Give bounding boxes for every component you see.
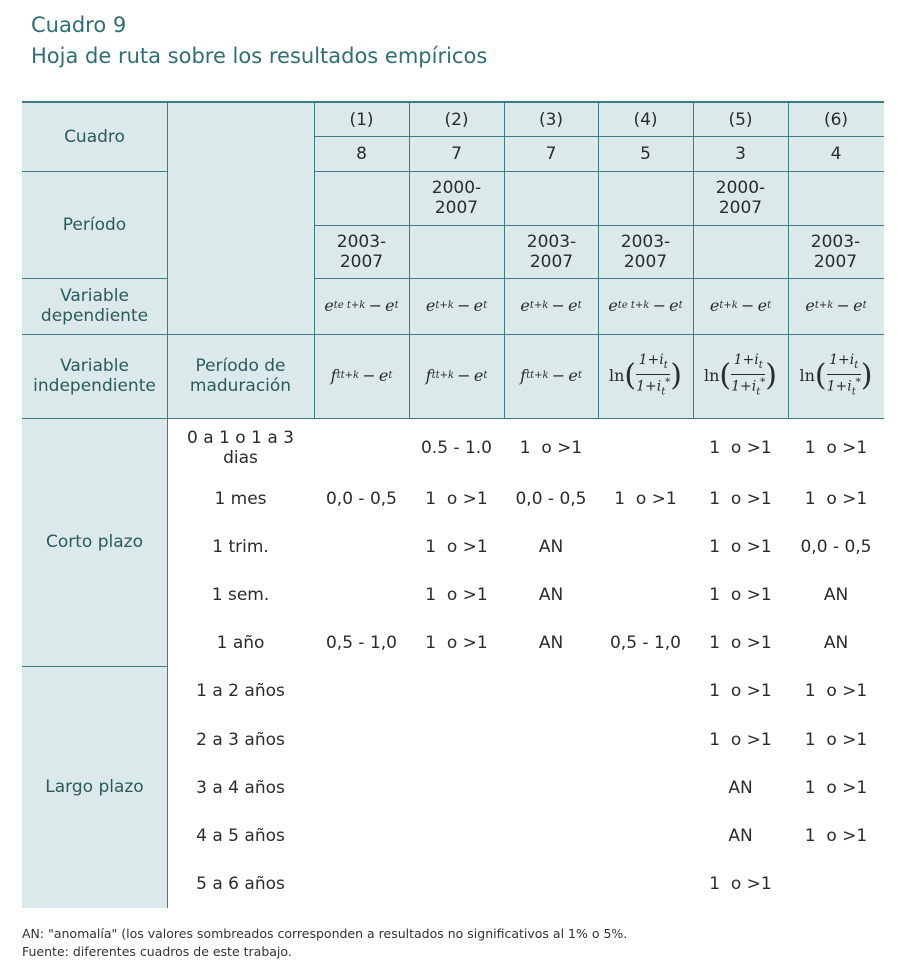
table-cell: 1 o >1 (709, 874, 772, 894)
period-lower: 2003-2007 (526, 231, 577, 272)
row-label: 5 a 6 años (196, 874, 285, 894)
row-label: 3 a 4 años (196, 778, 285, 798)
note-fuente: Fuente: diferentes cuadros de este trabajo. (22, 944, 292, 959)
formula-dependent: e t e t+k − e t (608, 296, 683, 315)
period-lower: 2003-2007 (810, 231, 861, 272)
grid-line (314, 225, 884, 226)
row-label: 1 a 2 años (196, 681, 285, 701)
table-cell: 1 o >1 (709, 537, 772, 557)
header-cuadro: Cuadro (64, 127, 125, 147)
col-number: (3) (538, 109, 564, 130)
col-number: (1) (349, 109, 374, 130)
formula-dependent: e t+k − e t (520, 296, 582, 315)
table-cell: AN (728, 778, 753, 798)
table-number: Cuadro 9 (31, 13, 127, 37)
table-cell: 1 o >1 (804, 681, 868, 701)
cuadro-value: 4 (830, 143, 842, 164)
col-number: (5) (728, 109, 753, 130)
table-cell: 0,0 - 0,5 (515, 489, 587, 509)
row-label: 2 a 3 años (196, 730, 285, 750)
table-cell: 1 o >1 (709, 438, 772, 458)
table-cell: 1 o >1 (425, 585, 488, 605)
cuadro-value: 5 (640, 143, 651, 164)
table-cell: AN (538, 633, 564, 653)
period-upper: 2000-2007 (431, 178, 482, 218)
table-cell: 0,5 - 1,0 (609, 633, 681, 653)
col-number: (6) (823, 109, 849, 130)
table-cell: 1 o >1 (804, 778, 868, 798)
row-label: 1 mes (214, 489, 267, 509)
formula-dependent: e t e t+k − e t (324, 296, 399, 315)
table-cell: 1 o >1 (709, 633, 772, 653)
header-periodo: Período (62, 214, 127, 235)
row-label: 1 sem. (211, 585, 270, 605)
formula-dependent: e t+k − e t (425, 296, 488, 315)
table-cell: AN (728, 826, 753, 846)
table-cell: 0.5 - 1.0 (420, 438, 492, 458)
header-periodo-maduracion: Período de maduración (189, 356, 292, 396)
table-cell: 1 o >1 (709, 730, 772, 750)
table-cell: 1 o >1 (425, 537, 488, 557)
table-cell: AN (823, 585, 849, 605)
group-corto-plazo: Corto plazo (46, 532, 143, 552)
table-title: Hoja de ruta sobre los resultados empíricos (31, 44, 488, 68)
cuadro-value: 7 (451, 143, 462, 164)
table-cell: 0,0 - 0,5 (325, 489, 397, 509)
row-label: 1 año (216, 633, 265, 653)
row-label: 1 trim. (212, 537, 269, 557)
row-label: 0 a 1 o 1 a 3 dias (187, 428, 294, 468)
table-cell: 1 o >1 (709, 585, 772, 605)
cuadro-value: 3 (735, 143, 746, 164)
table-caption (31, 10, 487, 72)
header-variable-dependiente: Variable dependiente (40, 286, 149, 326)
table-cell: 1 o >1 (614, 489, 677, 509)
table-cell: 0,0 - 0,5 (800, 537, 872, 557)
row-label: 4 a 5 años (196, 826, 285, 846)
formula-independent: ln ( $\frac{1+i_t}{1+i_t^*}$ ) (703, 351, 777, 398)
cuadro-value: 8 (356, 143, 367, 164)
formula-independent: f t t+k − e t (425, 366, 488, 385)
grid-line (167, 103, 168, 908)
period-upper: 2000-2007 (715, 178, 766, 218)
formula-independent: ln ( $\frac{1+i_t}{1+i_t^*}$ ) (799, 351, 873, 398)
period-lower: 2003-2007 (620, 231, 671, 272)
col-number: (4) (633, 109, 658, 130)
cuadro-value: 7 (545, 143, 557, 164)
table-cell: 1 o >1 (804, 826, 868, 846)
col-number: (2) (444, 109, 469, 130)
note-anomalia: AN: "anomalía" (los valores sombreados corresponden a resultados no significativos al 1% o 5%. (22, 926, 628, 941)
table-cell: 1 o >1 (425, 489, 488, 509)
table-cell: 1 o >1 (709, 681, 772, 701)
table-cell: 0,5 - 1,0 (325, 633, 397, 653)
formula-independent: ln ( $\frac{1+i_t}{1+i_t^*}$ ) (608, 351, 682, 398)
table-cell: 1 o >1 (804, 438, 868, 458)
table-cell: AN (823, 633, 849, 653)
header-variable-independiente: Variable independiente (33, 356, 156, 396)
table-cell: AN (538, 585, 564, 605)
formula-independent: f t t+k − e t (520, 366, 582, 385)
group-largo-plazo: Largo plazo (45, 777, 144, 797)
period-lower: 2003-2007 (336, 231, 387, 272)
table-cell: 1 o >1 (804, 489, 868, 509)
table-cell: 1 o >1 (425, 633, 488, 653)
table-cell: 1 o >1 (709, 489, 772, 509)
table-cell: 1 o >1 (519, 438, 583, 458)
formula-independent: f t t+k − e t (330, 366, 393, 385)
formula-dependent: e t+k − e t (709, 296, 772, 315)
table-cell: AN (538, 537, 564, 557)
formula-dependent: e t+k − e t (805, 296, 867, 315)
grid-line (314, 171, 884, 172)
table-cell: 1 o >1 (804, 730, 868, 750)
